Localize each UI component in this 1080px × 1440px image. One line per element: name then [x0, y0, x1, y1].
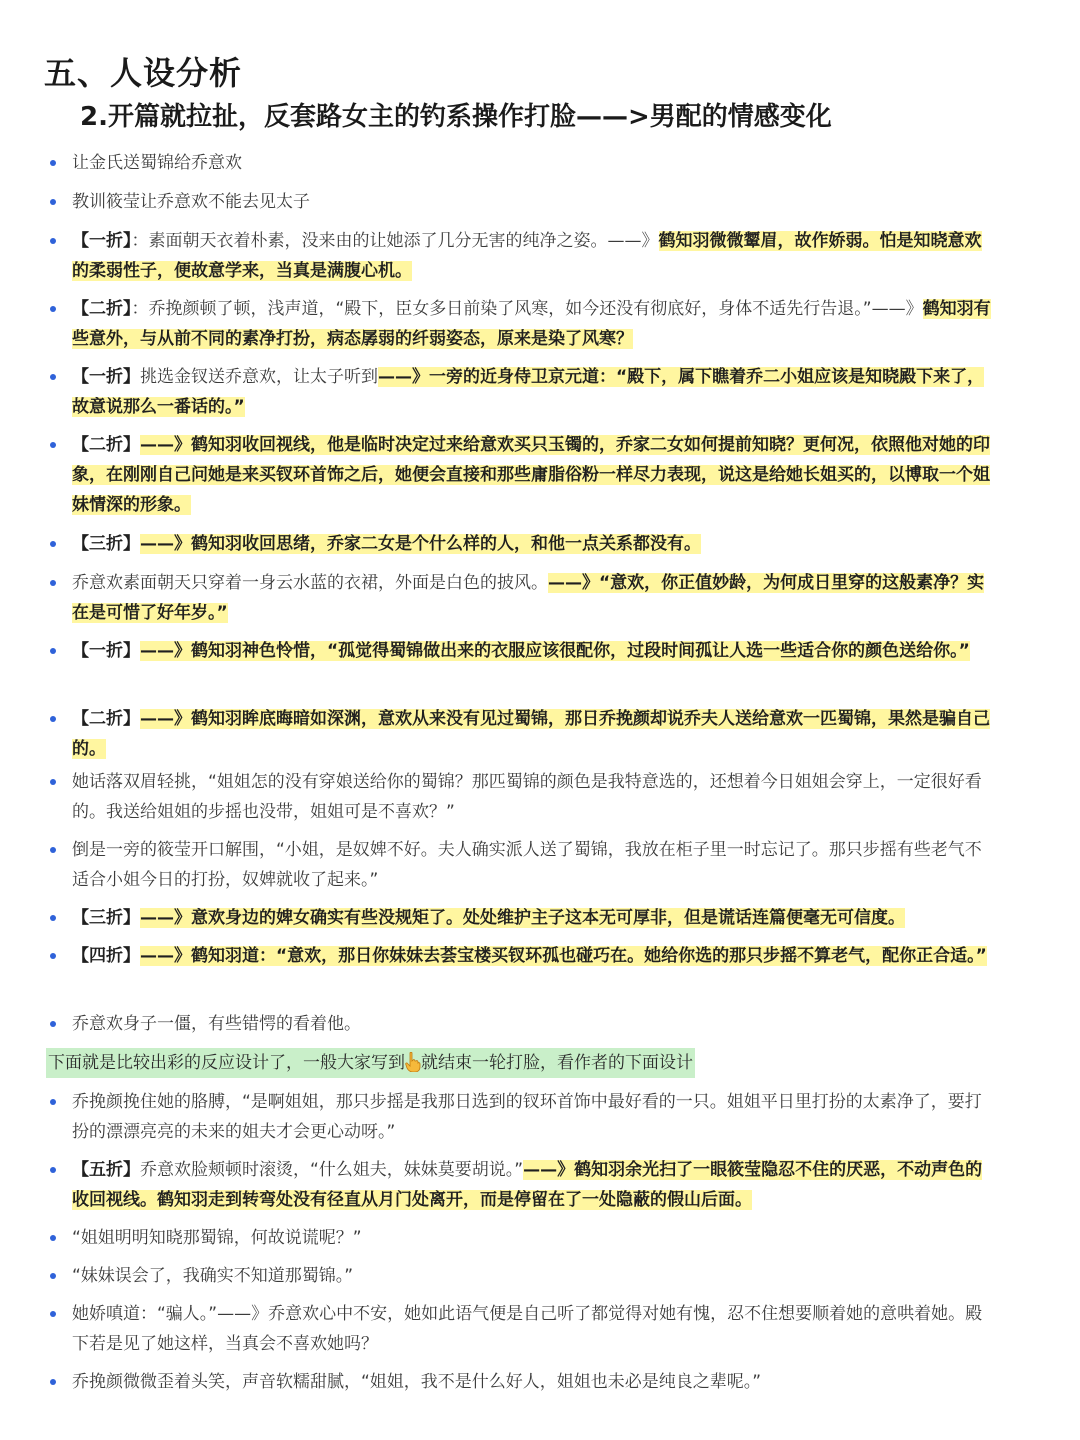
list-item — [72, 1367, 992, 1397]
list-item — [72, 941, 992, 971]
item-text: “姐姐明明知晓那蜀锦，何故说谎呢？” — [72, 1228, 362, 1248]
highlight-note — [46, 1048, 695, 1078]
fold-tag: 【四折】 — [72, 946, 140, 966]
item-text: “妹妹误会了，我确实不知道那蜀锦。” — [72, 1266, 354, 1286]
note-text-after: 就结束一轮打脸，看作者的下面设计 — [421, 1053, 693, 1073]
section-subtitle: 2.开篇就拉扯，反套路女主的钓系操作打脸——>男配的情感变化 — [80, 102, 832, 132]
list-item — [72, 835, 992, 895]
list-item — [72, 903, 992, 933]
item-text: 她娇嗔道：“骗人。”——》乔意欢心中不安，她如此语气便是自己听了都觉得对她有愧，忍不住想要顺着她的意哄着她。殿下若是见了她这样，当真会不喜欢她吗？ — [72, 1304, 983, 1354]
list-item — [72, 1155, 992, 1215]
fold-tag: 【二折】 — [72, 709, 140, 729]
highlight-text: ——》鹤知羽收回思绪，乔家二女是个什么样的人，和他一点关系都没有。 — [140, 534, 701, 554]
bullet-dot — [50, 953, 56, 959]
bullet-dot — [50, 374, 56, 380]
item-text: ：素面朝天衣着朴素，没来由的让她添了几分无害的纯净之姿。——》 — [131, 231, 659, 251]
list-item — [72, 636, 992, 666]
item-text: 倒是一旁的筱莹开口解围，“小姐，是奴婢不好。夫人确实派人送了蜀锦，我放在柜子里一时忘记了。那只步摇有些老气不适合小姐今日的打扮，奴婢就收了起来。” — [72, 840, 982, 890]
highlight-text: ——》鹤知羽眸底晦暗如深渊，意欢从来没有见过蜀锦，那日乔挽颜却说乔夫人送给意欢一匹蜀锦，果然是骗自己的。 — [72, 709, 990, 759]
bullet-dot — [50, 238, 56, 244]
item-text: 乔意欢身子一僵，有些错愕的看着他。 — [72, 1014, 361, 1034]
highlight-text: ——》“意欢，你正值妙龄，为何成日里穿的这般素净？实在是可惜了好年岁。” — [72, 573, 985, 623]
bullet-dot — [50, 847, 56, 853]
item-text: ：乔挽颜顿了顿，浅声道，“殿下，臣女多日前染了风寒，如今还没有彻底好，身体不适先行告退。”——》 — [131, 299, 923, 319]
item-text: 她话落双眉轻挑，“姐姐怎的没有穿娘送给你的蜀锦？那匹蜀锦的颜色是我特意选的，还想着今日姐姐会穿上，一定很好看的。我送给姐姐的步摇也没带，姐姐可是不喜欢？” — [72, 772, 982, 822]
item-text: 乔意欢脸颊顿时滚烫，“什么姐夫，妹妹莫要胡说。” — [140, 1160, 524, 1180]
item-text: 挑选金钗送乔意欢，让太子听到 — [140, 367, 378, 387]
list-item — [72, 767, 992, 827]
bullet-dot — [50, 199, 56, 205]
pointing-hand-icon — [405, 1052, 421, 1072]
bullet-dot — [50, 541, 56, 547]
highlight-text: ——》鹤知羽收回视线，他是临时决定过来给意欢买只玉镯的，乔家二女如何提前知晓？更何况，依照他对她的印象，在刚刚自己问她是来买钗环首饰之后，她便会直接和那些庸脂俗粉一样尽力表现，说这是给她长姐买的，以博取一个姐妹情深的形象。 — [72, 435, 990, 515]
bullet-dot — [50, 442, 56, 448]
list-item — [72, 148, 992, 178]
fold-tag: 【二折】 — [72, 435, 140, 455]
item-text: 教训筱莹让乔意欢不能去见太子 — [72, 192, 310, 212]
bullet-dot — [50, 1311, 56, 1317]
list-item — [72, 1299, 992, 1359]
fold-tag: 【五折】 — [72, 1160, 140, 1180]
highlight-text: ——》鹤知羽余光扫了一眼筱莹隐忍不住的厌恶，不动声色的收回视线。鹤知羽走到转弯处没有径直从月门处离开，而是停留在了一处隐蔽的假山后面。 — [72, 1160, 983, 1210]
item-text: 乔挽颜挽住她的胳膊，“是啊姐姐，那只步摇是我那日选到的钗环首饰中最好看的一只。姐姐平日里打扮的太素净了，要打扮的漂漂亮亮的未来的姐夫才会更心动呀。” — [72, 1092, 982, 1142]
list-item — [72, 529, 992, 559]
list-item — [72, 294, 992, 354]
list-item — [72, 362, 992, 422]
bullet-dot — [50, 580, 56, 586]
list-item — [72, 430, 992, 520]
bullet-dot — [50, 779, 56, 785]
bullet-dot — [50, 306, 56, 312]
page-title: 五、人设分析 — [44, 54, 243, 92]
highlight-text: ——》鹤知羽神色怜惜，“孤觉得蜀锦做出来的衣服应该很配你，过段时间孤让人选一些适合你的颜色送给你。” — [140, 641, 970, 661]
highlight-text: ——》鹤知羽道：“意欢，那日你妹妹去荟宝楼买钗环孤也碰巧在。她给你选的那只步摇不算老气，配你正合适。” — [140, 946, 987, 966]
item-text: 让金氏送蜀锦给乔意欢 — [72, 153, 242, 173]
highlight-text: 鹤知羽有些意外，与从前不同的素净打扮，病态孱弱的纤弱姿态，原来是染了风寒？ — [72, 299, 991, 349]
bullet-dot — [50, 915, 56, 921]
bullet-dot — [50, 1235, 56, 1241]
list-item — [72, 187, 992, 217]
bullet-dot — [50, 1379, 56, 1385]
list-item — [72, 1261, 992, 1291]
list-item — [72, 1009, 992, 1039]
list-item — [72, 1087, 992, 1147]
fold-tag: 【一折】 — [72, 231, 132, 251]
fold-tag: 【三折】 — [72, 908, 140, 928]
bullet-dot — [50, 1167, 56, 1173]
bullet-dot — [50, 160, 56, 166]
list-item — [72, 1223, 992, 1253]
item-text: 乔意欢素面朝天只穿着一身云水蓝的衣裙，外面是白色的披风。 — [72, 573, 548, 593]
fold-tag: 【一折】 — [72, 367, 140, 387]
bullet-dot — [50, 1273, 56, 1279]
bullet-dot — [50, 716, 56, 722]
list-item — [72, 704, 992, 764]
fold-tag: 【三折】 — [72, 534, 140, 554]
fold-tag: 【二折】 — [72, 299, 132, 319]
highlight-text: ——》一旁的近身侍卫京元道：“殿下，属下瞧着乔二小姐应该是知晓殿下来了，故意说那么一番话的。” — [72, 367, 985, 417]
list-item — [72, 568, 992, 628]
highlight-text: ——》意欢身边的婢女确实有些没规矩了。处处维护主子这本无可厚非，但是谎话连篇便毫无可信度。 — [140, 908, 905, 928]
bullet-dot — [50, 1099, 56, 1105]
list-item — [72, 226, 992, 286]
item-text: 乔挽颜微微歪着头笑，声音软糯甜腻，“姐姐，我不是什么好人，姐姐也未必是纯良之辈呢。” — [72, 1372, 762, 1392]
highlight-text: 鹤知羽微微颦眉，故作娇弱。怕是知晓意欢的柔弱性子，便故意学来，当真是满腹心机。 — [72, 231, 982, 281]
fold-tag: 【一折】 — [72, 641, 140, 661]
note-text-before: 下面就是比较出彩的反应设计了，一般大家写到 — [48, 1053, 405, 1073]
bullet-dot — [50, 648, 56, 654]
bullet-dot — [50, 1021, 56, 1027]
